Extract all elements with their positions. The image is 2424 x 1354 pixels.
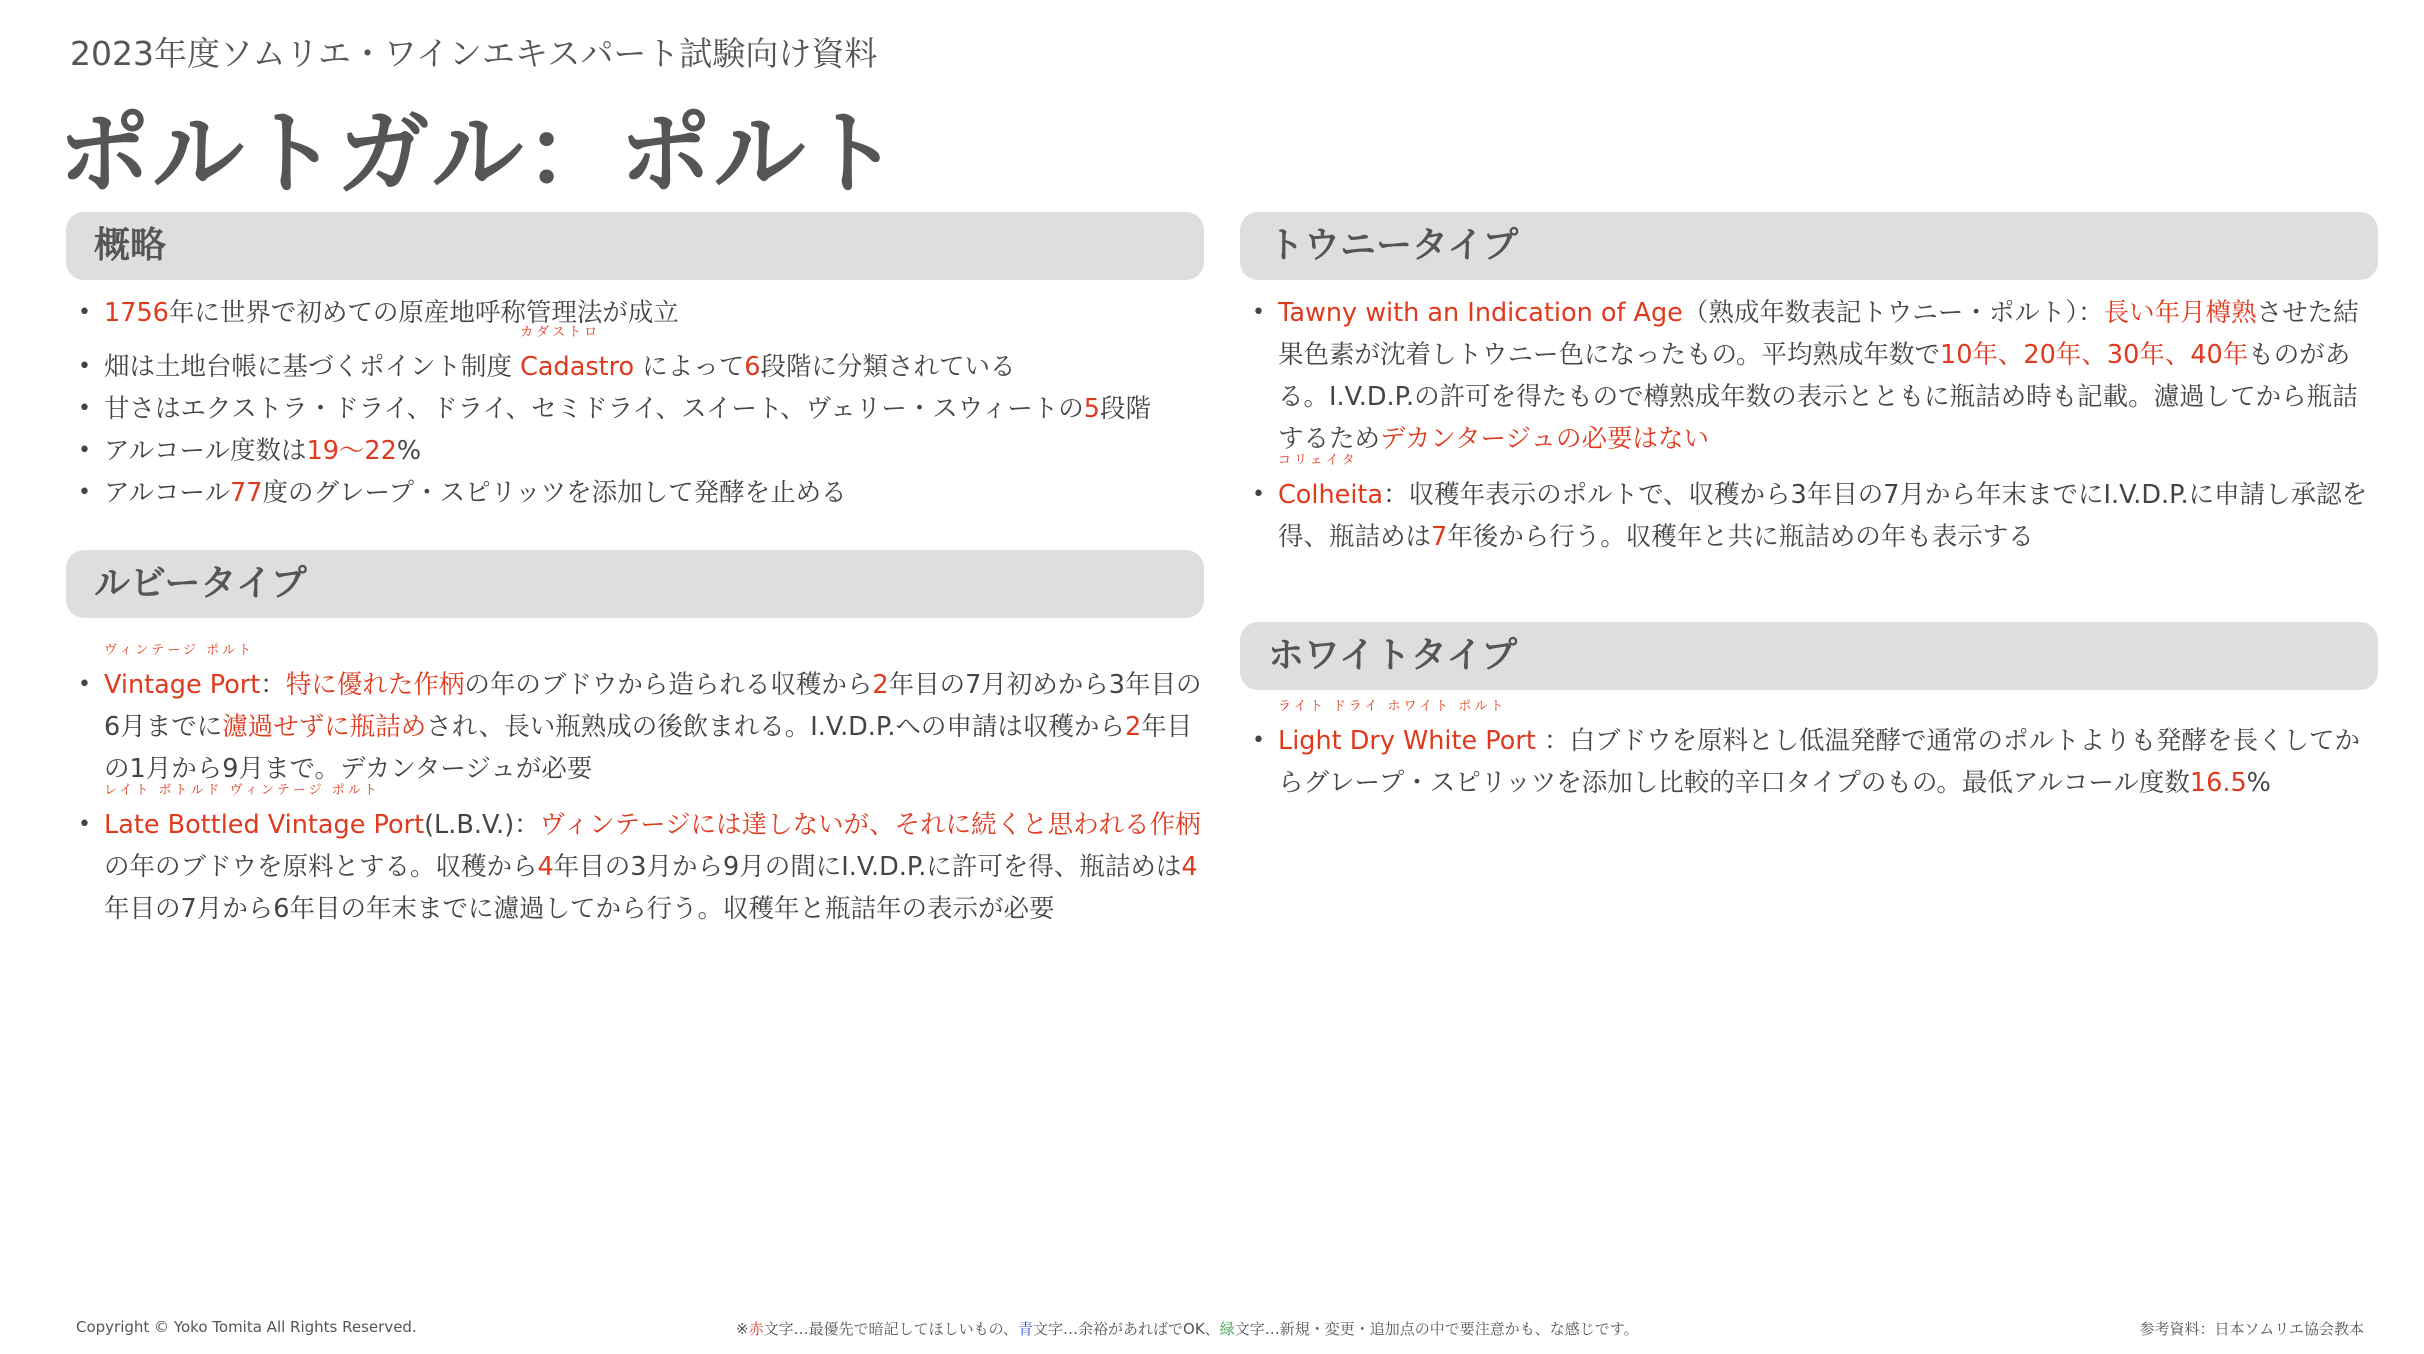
ruby-list: [66, 643, 1204, 930]
list-item: • Tawny with an Indication of Age（熟成年数表記トウニー・ポルト）：長い年月樽熟させた結果色素が沈着しトウニー色になったもの。平均熟成年数で10年、20年、30年、40年ものがある。I.V.D.P.の許可を得たもので樽熟成年数の表示とともに瓶詰め時も記載。濾過してから瓶詰するためデカンタージュの必要はない: [1250, 292, 2378, 460]
color-legend-note: ※赤文字…最優先で暗記してほしいもの、青文字…余裕があればでOK、緑文字…新規・変更・追加点の中で要注意かも、な感じです。: [736, 1320, 1639, 1338]
ruby-reading: • コリェイタ: [1278, 453, 1358, 468]
list-item: • コリェイタ Colheita：収穫年表示のポルトで、収穫から3年目の7月から年末までにI.V.D.P.に申請し承認を得、瓶詰めは7年後から行う。収穫年と共に瓶詰めの年も表示する: [1250, 474, 2378, 558]
list-item: • 畑は土地台帳に基づくポイント制度 カダストロ Cadastro によって6段階に分類されている: [76, 346, 1204, 388]
list-item: • アルコール77度のグレープ・スピリッツを添加して発酵を止める: [76, 472, 1204, 514]
overview-section: [66, 212, 1204, 514]
tawny-list: [1240, 292, 2378, 558]
overview-heading: 概略: [66, 212, 1204, 280]
reference-note: 参考資料：日本ソムリエ協会教本: [2139, 1320, 2364, 1338]
list-item: • ヴィンテージ ポルト Vintage Port：特に優れた作柄の年のブドウから造られる収穫から2年目の7月初めから3年目の6月までに濾過せずに瓶詰めされ、長い瓶熟成の後飲まれる。I.V.D.P.への申請は収穫から2年目の1月から9月まで。デカンタージュが必要: [76, 664, 1204, 790]
white-heading: ホワイトタイプ: [1240, 622, 2378, 690]
copyright: Copyright © Yoko Tomita All Rights Reserved.: [76, 1318, 417, 1336]
overview-list: [66, 292, 1204, 514]
ruby-section: [66, 550, 1204, 930]
tawny-heading: トウニータイプ: [1240, 212, 2378, 280]
ruby-reading: • レイト ボトルド ヴィンテージ ポルト: [104, 783, 380, 798]
list-item: • 甘さはエクストラ・ドライ、ドライ、セミドライ、スイート、ヴェリー・スウィートの5段階: [76, 388, 1204, 430]
white-section: [1240, 622, 2378, 804]
tawny-section: [1240, 212, 2378, 558]
list-item: • ライト ドライ ホワイト ポルト Light Dry White Port ：白ブドウを原料とし低温発酵で通常のポルトよりも発酵を長くしてからグレープ・スピリッツを添加し比較的辛口タイプのもの。最低アルコール度数16.5%: [1250, 720, 2378, 804]
ruby-reading: • ライト ドライ ホワイト ポルト: [1278, 699, 1507, 714]
page-title: ポルトガル：ポルト: [58, 100, 902, 207]
list-item: • アルコール度数は19〜22%: [76, 430, 1204, 472]
white-list: [1240, 699, 2378, 804]
ruby-heading: ルビータイプ: [66, 550, 1204, 618]
list-item: • 1756年に世界で初めての原産地呼称管理法が成立: [76, 292, 1204, 334]
deck-subtitle: 2023年度ソムリエ・ワインエキスパート試験向け資料: [70, 34, 878, 73]
ruby-reading: • ヴィンテージ ポルト: [104, 643, 255, 658]
ruby-reading: カダストロ: [520, 325, 601, 340]
list-item: • レイト ボトルド ヴィンテージ ポルト Late Bottled Vintage Port(L.B.V.)：ヴィンテージには達しないが、それに続くと思われる作柄の年のブドウを原料とする。収穫から4年目の3月から9月の間にI.V.D.P.に許可を得、瓶詰めは4年目の7月から6年目の年末までに濾過してから行う。収穫年と瓶詰年の表示が必要: [76, 804, 1204, 930]
